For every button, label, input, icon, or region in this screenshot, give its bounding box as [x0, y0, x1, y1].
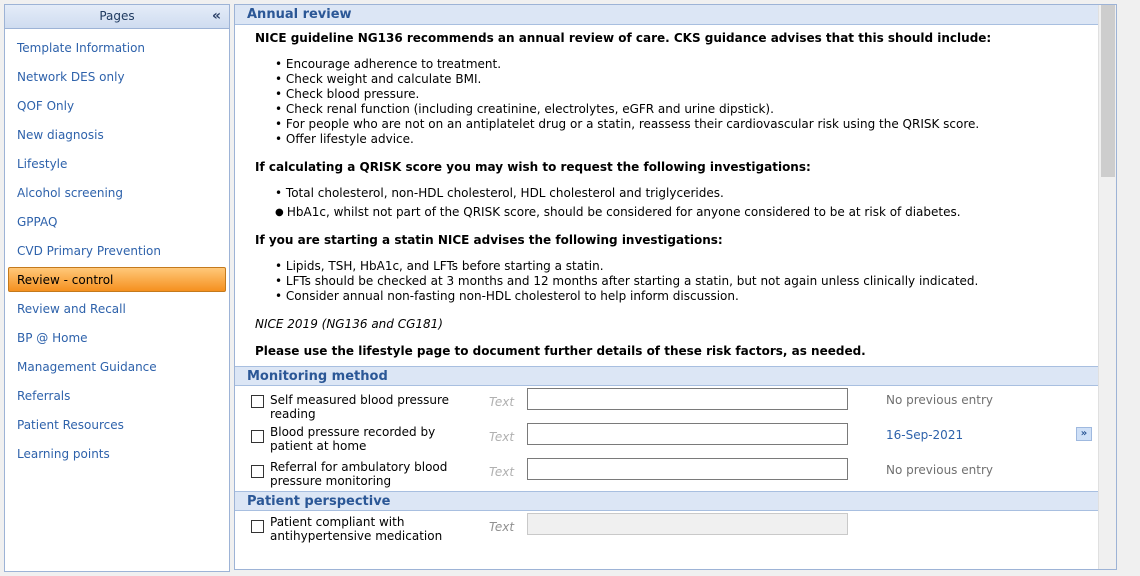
nav-item-template-information[interactable]: Template Information [17, 41, 146, 55]
patient-compliant-checkbox[interactable] [251, 520, 264, 533]
previous-entry: No previous entry [886, 463, 993, 477]
form-row-patient-compliant [235, 511, 1116, 546]
monitoring-method-header: Monitoring method [235, 366, 1116, 386]
form-row-bp-recorded-at-home [235, 421, 1116, 456]
pages-sidebar [4, 4, 230, 572]
ambulatory-bp-referral-text-field[interactable] [527, 458, 848, 480]
ambulatory-bp-referral-checkbox[interactable] [251, 465, 264, 478]
list-item: • Check weight and calculate BMI. [275, 72, 1096, 87]
vertical-scrollbar[interactable] [1098, 5, 1116, 569]
lifestyle-note: Please use the lifestyle page to document further details of these risk factors, as needed. [255, 344, 866, 358]
text-hint: Text [489, 465, 515, 479]
nav-item-cvd-primary-prevention[interactable]: CVD Primary Prevention [17, 244, 161, 258]
text-hint: Text [489, 430, 515, 444]
list-item: • Offer lifestyle advice. [275, 132, 1096, 147]
list-item: • Encourage adherence to treatment. [275, 57, 1096, 72]
sidebar-header [5, 5, 229, 29]
nav-item-new-diagnosis[interactable]: New diagnosis [17, 128, 104, 142]
main-panel [234, 4, 1117, 570]
self-measured-bp-checkbox[interactable] [251, 395, 264, 408]
expand-history-icon[interactable]: » [1076, 427, 1092, 441]
statin-heading: If you are starting a statin NICE advises the following investigations: [255, 233, 723, 247]
nav-item-gppaq[interactable]: GPPAQ [17, 215, 58, 229]
annual-review-intro: NICE guideline NG136 recommends an annual review of care. CKS guidance advises that this should include: [255, 31, 992, 45]
list-item: ● HbA1c, whilst not part of the QRISK score, should be considered for anyone considered to be at risk of diabetes. [275, 205, 1096, 220]
row-label: Referral for ambulatory blood pressure monitoring [270, 460, 448, 488]
list-item: • For people who are not on an antiplatelet drug or a statin, reassess their cardiovascular risk using the QRISK score. [275, 117, 1096, 132]
bp-recorded-at-home-checkbox[interactable] [251, 430, 264, 443]
nav-item-qof-only[interactable]: QOF Only [17, 99, 75, 113]
collapse-sidebar-icon[interactable]: « [211, 8, 221, 24]
citation: NICE 2019 (NG136 and CG181) [255, 317, 443, 331]
nav-item-management-guidance[interactable]: Management Guidance [17, 360, 157, 374]
previous-entry-date[interactable]: 16-Sep-2021 [886, 428, 964, 442]
qrisk-heading: If calculating a QRISK score you may wish to request the following investigations: [255, 160, 811, 174]
pages-nav-list [5, 29, 229, 466]
row-label: Blood pressure recorded by patient at home [270, 425, 436, 453]
form-row-ambulatory-bp-referral [235, 456, 1116, 491]
qrisk-bullets [275, 186, 1096, 220]
self-measured-bp-text-field[interactable] [527, 388, 848, 410]
list-item: • Consider annual non-fasting non-HDL cholesterol to help inform discussion. [275, 289, 1096, 304]
text-hint: Text [489, 520, 515, 534]
list-item: • Lipids, TSH, HbA1c, and LFTs before starting a statin. [275, 259, 1096, 274]
nav-item-review-control[interactable]: Review - control [8, 267, 226, 292]
nav-item-patient-resources[interactable]: Patient Resources [17, 418, 124, 432]
nav-item-review-and-recall[interactable]: Review and Recall [17, 302, 126, 316]
bp-recorded-at-home-text-field[interactable] [527, 423, 848, 445]
statin-bullets [275, 259, 1096, 304]
nav-item-network-des-only[interactable]: Network DES only [17, 70, 125, 84]
previous-entry: No previous entry [886, 393, 993, 407]
nav-item-learning-points[interactable]: Learning points [17, 447, 110, 461]
scrollbar-thumb[interactable] [1101, 5, 1115, 177]
nav-item-lifestyle[interactable]: Lifestyle [17, 157, 68, 171]
row-label: Patient compliant with antihypertensive medication [270, 515, 443, 543]
sidebar-title: Pages [99, 9, 135, 23]
list-item: • Check blood pressure. [275, 87, 1096, 102]
row-label: Self measured blood pressure reading [270, 393, 450, 421]
list-item: • LFTs should be checked at 3 months and 12 months after starting a statin, but not again unless clinically indicated. [275, 274, 1096, 289]
annual-review-bullets [275, 57, 1096, 147]
nav-item-bp-at-home[interactable]: BP @ Home [17, 331, 88, 345]
text-hint: Text [489, 395, 515, 409]
patient-compliant-text-field[interactable] [527, 513, 848, 535]
annual-review-body [235, 25, 1116, 358]
patient-perspective-header: Patient perspective [235, 491, 1116, 511]
nav-item-alcohol-screening[interactable]: Alcohol screening [17, 186, 124, 200]
annual-review-header: Annual review [235, 5, 1116, 25]
nav-item-referrals[interactable]: Referrals [17, 389, 71, 403]
list-item: • Total cholesterol, non-HDL cholesterol, HDL cholesterol and triglycerides. [275, 186, 1096, 201]
list-item: • Check renal function (including creatinine, electrolytes, eGFR and urine dipstick). [275, 102, 1096, 117]
form-row-self-measured-bp [235, 386, 1116, 421]
